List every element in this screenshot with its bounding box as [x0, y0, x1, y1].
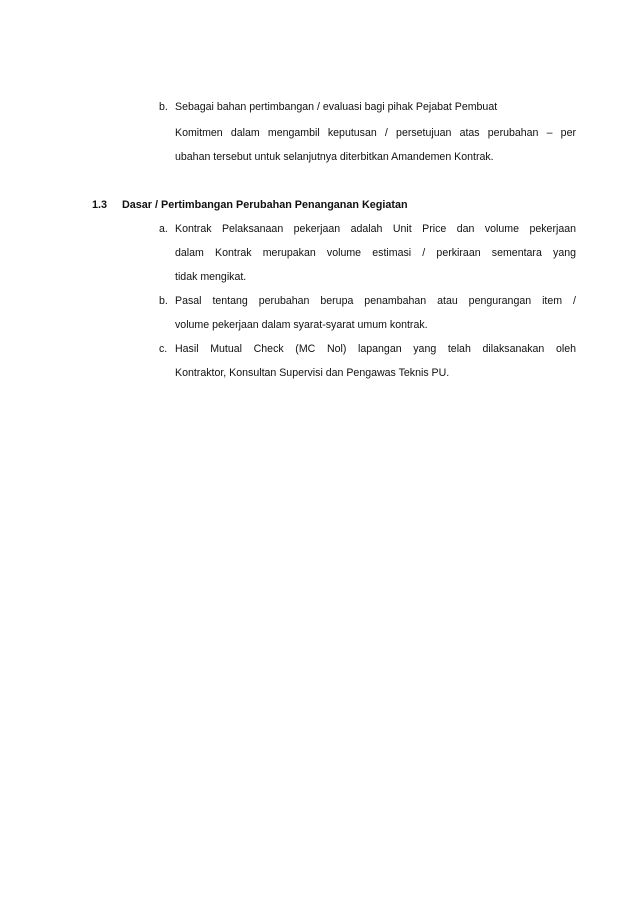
item-a-line-1: Kontrak Pelaksanaan pekerjaan adalah Unit Price dan volume pekerjaan: [175, 223, 576, 235]
section-title: Dasar / Pertimbangan Perubahan Penanganan Kegiatan: [122, 199, 408, 211]
item-b-line-2: volume pekerjaan dalam syarat-syarat umum kontrak.: [175, 319, 428, 331]
item-b-intro-line-3: ubahan tersebut untuk selanjutnya diterbitkan Amandemen Kontrak.: [175, 151, 494, 163]
item-a-marker: a.: [159, 223, 168, 235]
item-b-intro-marker: b.: [159, 101, 168, 113]
item-b-intro-line-2: Komitmen dalam mengambil keputusan / persetujuan atas perubahan – per: [175, 127, 576, 139]
item-a-line-2: dalam Kontrak merupakan volume estimasi / perkiraan sementara yang: [175, 247, 576, 259]
item-b-marker: b.: [159, 295, 168, 307]
item-c-line-2: Kontraktor, Konsultan Supervisi dan Pengawas Teknis PU.: [175, 367, 450, 379]
item-c-line-1: Hasil Mutual Check (MC Nol) lapangan yang telah dilaksanakan oleh: [175, 343, 576, 355]
item-c-marker: c.: [159, 343, 168, 355]
section-number: 1.3: [92, 199, 108, 211]
item-b-intro-line-1: Sebagai bahan pertimbangan / evaluasi bagi pihak Pejabat Pembuat: [175, 101, 498, 113]
item-a-line-3: tidak mengikat.: [175, 271, 247, 283]
item-b-line-1: Pasal tentang perubahan berupa penambahan atau pengurangan item /: [175, 295, 576, 307]
